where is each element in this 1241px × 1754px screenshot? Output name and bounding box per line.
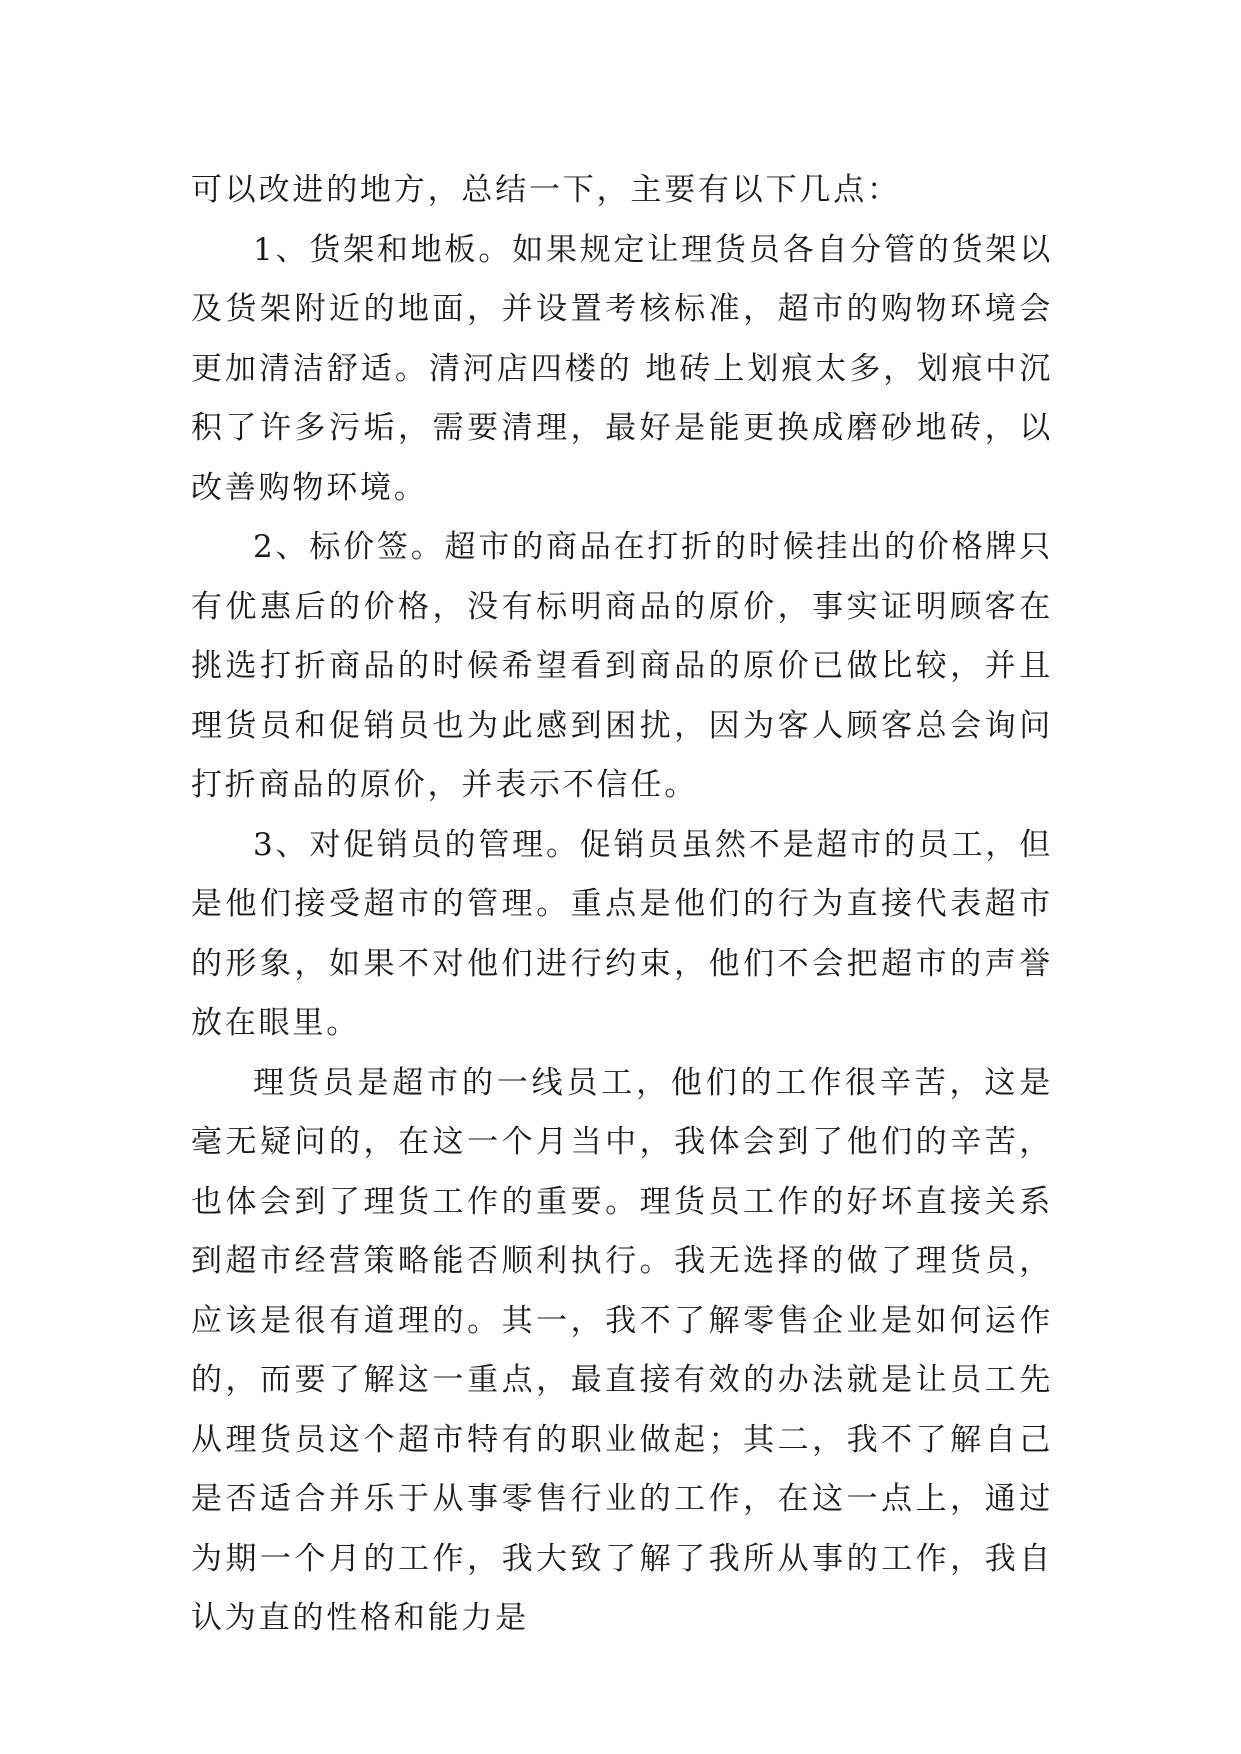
paragraph-shelves-floor: 1、货架和地板。如果规定让理货员各自分管的货架以及货架附近的地面，并设置考核标准，超市的购物环境会更加清洁舒适。清河店四楼的 地砖上划痕太多，划痕中沉积了许多污垢，需要清理，最好是能更换成磨砂地砖，以改善购物环境。 — [191, 231, 1053, 506]
document-page — [191, 161, 1053, 1649]
paragraph-promoter-management: 3、对促销员的管理。促销员虽然不是超市的员工，但是他们接受超市的管理。重点是他们的行为直接代表超市的形象，如果不对他们进行约束，他们不会把超市的声誉放在眼里。 — [191, 826, 1053, 1041]
paragraph-intro: 可以改进的地方，总结一下，主要有以下几点： — [191, 172, 901, 208]
paragraph-stock-clerk-reflection: 理货员是超市的一线员工，他们的工作很辛苦，这是毫无疑问的，在这一个月当中，我体会到了他们的辛苦，也体会到了理货工作的重要。理货员工作的好坏直接关系到超市经营策略能否顺利执行。我无选择的做了理货员，应该是很有道理的。其一，我不了解零售企业是如何运作的，而要了解这一重点，最直接有效的办法就是让员工先从理货员这个超市特有的职业做起；其二，我不了解自己是否适合并乐于从事零售行业的工作，在这一点上，通过为期一个月的工作，我大致了解了我所从事的工作，我自认为直的性格和能力是 — [191, 1064, 1053, 1636]
paragraph-price-tags: 2、标价签。超市的商品在打折的时候挂出的价格牌只有优惠后的价格，没有标明商品的原价，事实证明顾客在挑选打折商品的时候希望看到商品的原价已做比较，并且理货员和促销员也为此感到困扰，因为客人顾客总会询问打折商品的原价，并表示不信任。 — [191, 529, 1053, 803]
